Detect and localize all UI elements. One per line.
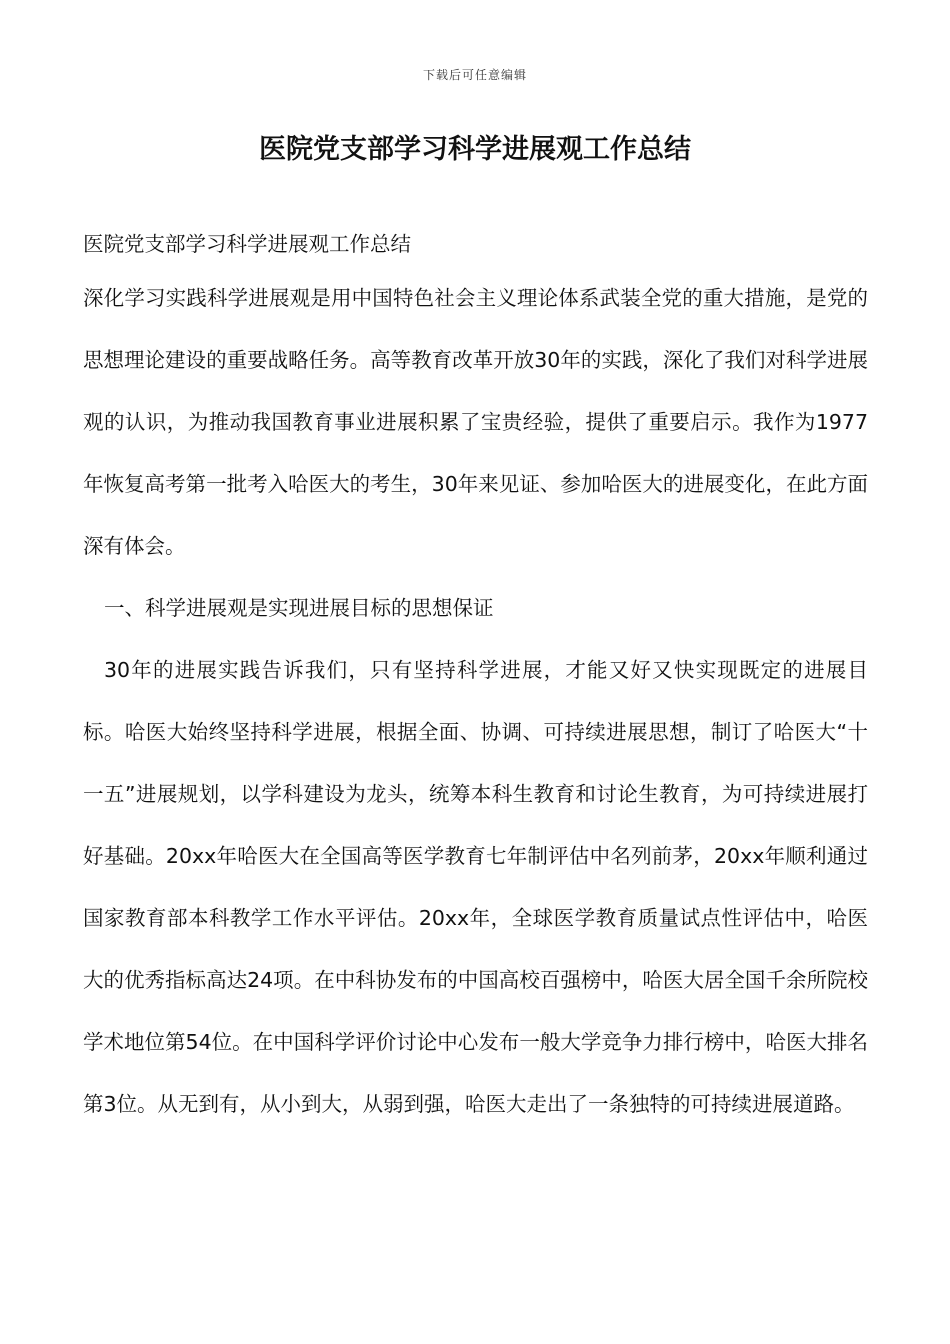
body-paragraph: 30年的进展实践告诉我们，只有坚持科学进展，才能又好又快实现既定的进展目标。哈医大始终坚持科学进展，根据全面、协调、可持续进展思想，制订了哈医大“十一五”进展规划，以学科建设为龙头，统筹本科生教育和讨论生教育，为可持续进展打好基础。20xx年哈医大在全国高等医学教育七年制评估中名列前茅，20xx年顺利通过国家教育部本科教学工作水平评估。20xx年，全球医学教育质量试点性评估中，哈医大的优秀指标高达24项。在中科协发布的中国高校百强榜中，哈医大居全国千余所院校学术地位第54位。在中国科学评价讨论中心发布一般大学竞争力排行榜中，哈医大排名第3位。从无到有，从小到大，从弱到强，哈医大走出了一条独特的可持续进展道路。 [83,658,868,1116]
document-title: 医院党支部学习科学进展观工作总结 [259,134,691,165]
header-note: 下载后可任意编辑 [422,68,527,82]
section-heading: 一、科学进展观是实现进展目标的思想保证 [104,596,494,620]
document-body [83,219,868,1135]
intro-paragraph: 深化学习实践科学进展观是用中国特色社会主义理论体系武装全党的重大措施，是党的思想理论建设的重要战略任务。高等教育改革开放30年的实践，深化了我们对科学进展观的认识，为推动我国教育事业进展积累了宝贵经验，提供了重要启示。我作为1977年恢复高考第一批考入哈医大的考生，30年来见证、参加哈医大的进展变化，在此方面深有体会。 [83,286,868,558]
subtitle-paragraph: 医院党支部学习科学进展观工作总结 [83,232,411,256]
